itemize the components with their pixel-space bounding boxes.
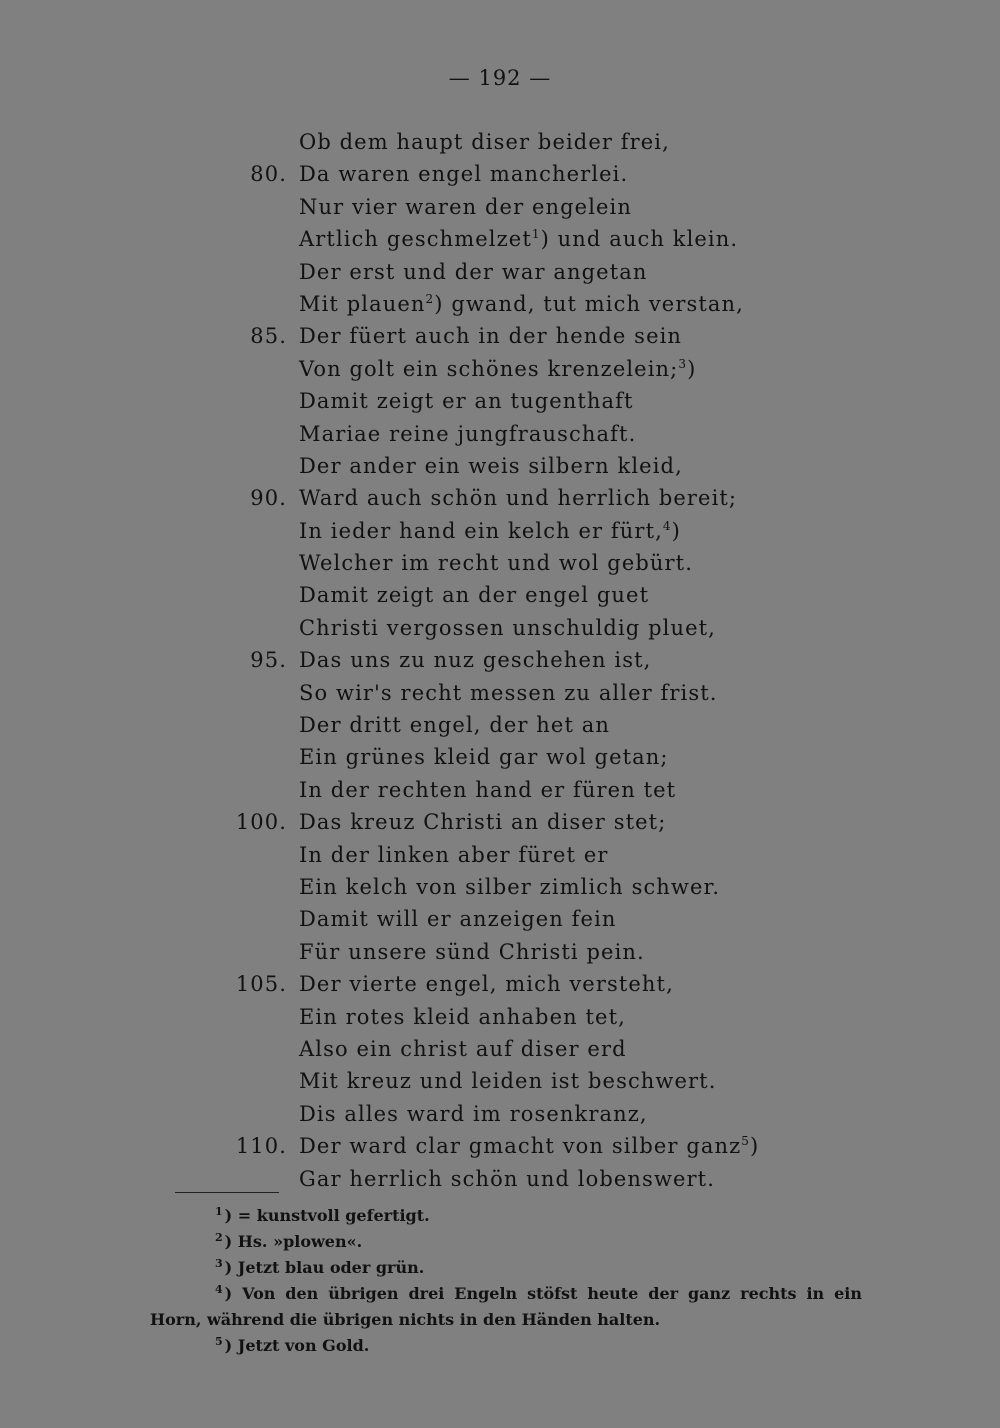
- line-number: 110.: [235, 1134, 287, 1159]
- verse-line: [0, 579, 1000, 611]
- verse-line: [0, 191, 1000, 223]
- footnote-text: ) Von den übrigen drei Engeln stöfst heute der ganz rechts in ein: [224, 1284, 862, 1303]
- footnote-mark: 5: [215, 1335, 223, 1348]
- verse-line: [0, 482, 1000, 514]
- verse-line: [0, 903, 1000, 935]
- verse-line: [0, 515, 1000, 547]
- footnote-ref: 3: [678, 356, 688, 371]
- verse-text: Da waren engel mancherlei.: [299, 162, 629, 187]
- footnote: [150, 1333, 862, 1359]
- verse-text: Welcher im recht und wol gebürt.: [299, 551, 693, 576]
- verse-text: Der ander ein weis silbern kleid,: [299, 453, 683, 478]
- verse-line: [0, 158, 1000, 190]
- verse-text: Mariae reine jungfrauschaft.: [299, 421, 637, 446]
- verse-text: Mit plauen$^2$) gwand, tut mich verstan,: [299, 291, 744, 316]
- footnote-mark: 3: [215, 1257, 223, 1270]
- verse-text: Mit kreuz und leiden ist beschwert.: [299, 1069, 717, 1094]
- verse-line: [0, 1130, 1000, 1162]
- footnote-text: ) Hs. »plowen«.: [224, 1232, 363, 1251]
- line-number: 85.: [250, 324, 287, 349]
- verse-line: [0, 871, 1000, 903]
- verse-text: Der dritt engel, der het an: [299, 713, 611, 738]
- footnotes: [150, 1203, 862, 1359]
- verse-line: [0, 774, 1000, 806]
- verse-text: In ieder hand ein kelch er fürt,$^4$): [299, 518, 681, 543]
- verse-text: Nur vier waren der engelein: [299, 194, 632, 219]
- verse-line: [0, 353, 1000, 385]
- footnote-mark: 2: [215, 1231, 223, 1244]
- line-number: 105.: [235, 972, 287, 997]
- verse-text: Von golt ein schönes krenzelein;$^3$): [299, 356, 697, 381]
- verse-text: So wir's recht messen zu aller frist.: [299, 680, 718, 705]
- verse-line: [0, 256, 1000, 288]
- verse-line: [0, 385, 1000, 417]
- footnote-ref: 1: [531, 227, 541, 242]
- verse-text: Ward auch schön und herrlich bereit;: [299, 486, 738, 511]
- verse-text: Damit zeigt er an tugenthaft: [299, 389, 634, 414]
- verse-text: Also ein christ auf diser erd: [299, 1036, 627, 1061]
- footnote-separator: [175, 1192, 279, 1193]
- verse-text: Für unsere sünd Christi pein.: [299, 939, 645, 964]
- verse-line: [0, 288, 1000, 320]
- footnote-text: ) Jetzt von Gold.: [224, 1336, 370, 1355]
- verse-line: [0, 741, 1000, 773]
- verse-text: Ein kelch von silber zimlich schwer.: [299, 874, 721, 899]
- verse-line: [0, 1033, 1000, 1065]
- verse-text: Der ward clar gmacht von silber ganz$^5$): [299, 1134, 760, 1159]
- verse-line: [0, 450, 1000, 482]
- verse-line: [0, 126, 1000, 158]
- footnote-ref: 5: [741, 1134, 751, 1149]
- verse-line: [0, 839, 1000, 871]
- verse-line: [0, 968, 1000, 1000]
- verse-line: [0, 223, 1000, 255]
- verse-text: Ein grünes kleid gar wol getan;: [299, 745, 669, 770]
- verse-text: Das kreuz Christi an diser stet;: [299, 810, 667, 835]
- verse-line: [0, 644, 1000, 676]
- poem-text: [0, 126, 1000, 1195]
- verse-line: [0, 806, 1000, 838]
- verse-line: [0, 936, 1000, 968]
- line-number: 100.: [235, 810, 287, 835]
- verse-line: [0, 320, 1000, 352]
- page-number: — 192 —: [448, 66, 552, 90]
- line-number: 80.: [250, 162, 287, 187]
- footnote: [150, 1229, 862, 1255]
- verse-text: Ob dem haupt diser beider frei,: [299, 130, 670, 154]
- verse-text: Artlich geschmelzet$^1$) und auch klein.: [299, 227, 739, 252]
- verse-text: In der linken aber füret er: [299, 842, 609, 867]
- verse-line: [0, 1098, 1000, 1130]
- footnote-ref: 2: [425, 291, 435, 306]
- footnote-text: ) = kunstvoll gefertigt.: [224, 1206, 430, 1225]
- verse-text: Christi vergossen unschuldig pluet,: [299, 615, 716, 640]
- footnote-ref: 4: [662, 518, 672, 533]
- verse-line: [0, 418, 1000, 450]
- verse-text: Ein rotes kleid anhaben tet,: [299, 1004, 626, 1029]
- verse-text: Der erst und der war angetan: [299, 259, 648, 284]
- footnote: [150, 1255, 862, 1281]
- verse-line: [0, 547, 1000, 579]
- footnote-mark: 1: [215, 1205, 223, 1218]
- verse-text: Der vierte engel, mich versteht,: [299, 972, 674, 997]
- verse-text: Das uns zu nuz geschehen ist,: [299, 648, 652, 673]
- footnote: [150, 1281, 862, 1307]
- verse-text: Damit zeigt an der engel guet: [299, 583, 650, 608]
- verse-line: [0, 612, 1000, 644]
- verse-text: Damit will er anzeigen fein: [299, 907, 617, 932]
- footnote: [150, 1203, 862, 1229]
- verse-text: Dis alles ward im rosenkranz,: [299, 1101, 648, 1126]
- verse-line: [0, 709, 1000, 741]
- footnote-continuation: Horn, während die übrigen nichts in den Händen halten.: [150, 1310, 661, 1329]
- verse-text: Der füert auch in der hende sein: [299, 324, 683, 349]
- verse-line: [0, 1163, 1000, 1195]
- verse-line: [0, 677, 1000, 709]
- footnote-text: ) Jetzt blau oder grün.: [224, 1258, 425, 1277]
- footnote-mark: 4: [215, 1283, 223, 1296]
- verse-text: Gar herrlich schön und lobenswert.: [299, 1166, 715, 1191]
- verse-text: In der rechten hand er füren tet: [299, 777, 677, 802]
- line-number: 90.: [250, 486, 287, 511]
- line-number: 95.: [250, 648, 287, 673]
- verse-line: [0, 1065, 1000, 1097]
- verse-line: [0, 1001, 1000, 1033]
